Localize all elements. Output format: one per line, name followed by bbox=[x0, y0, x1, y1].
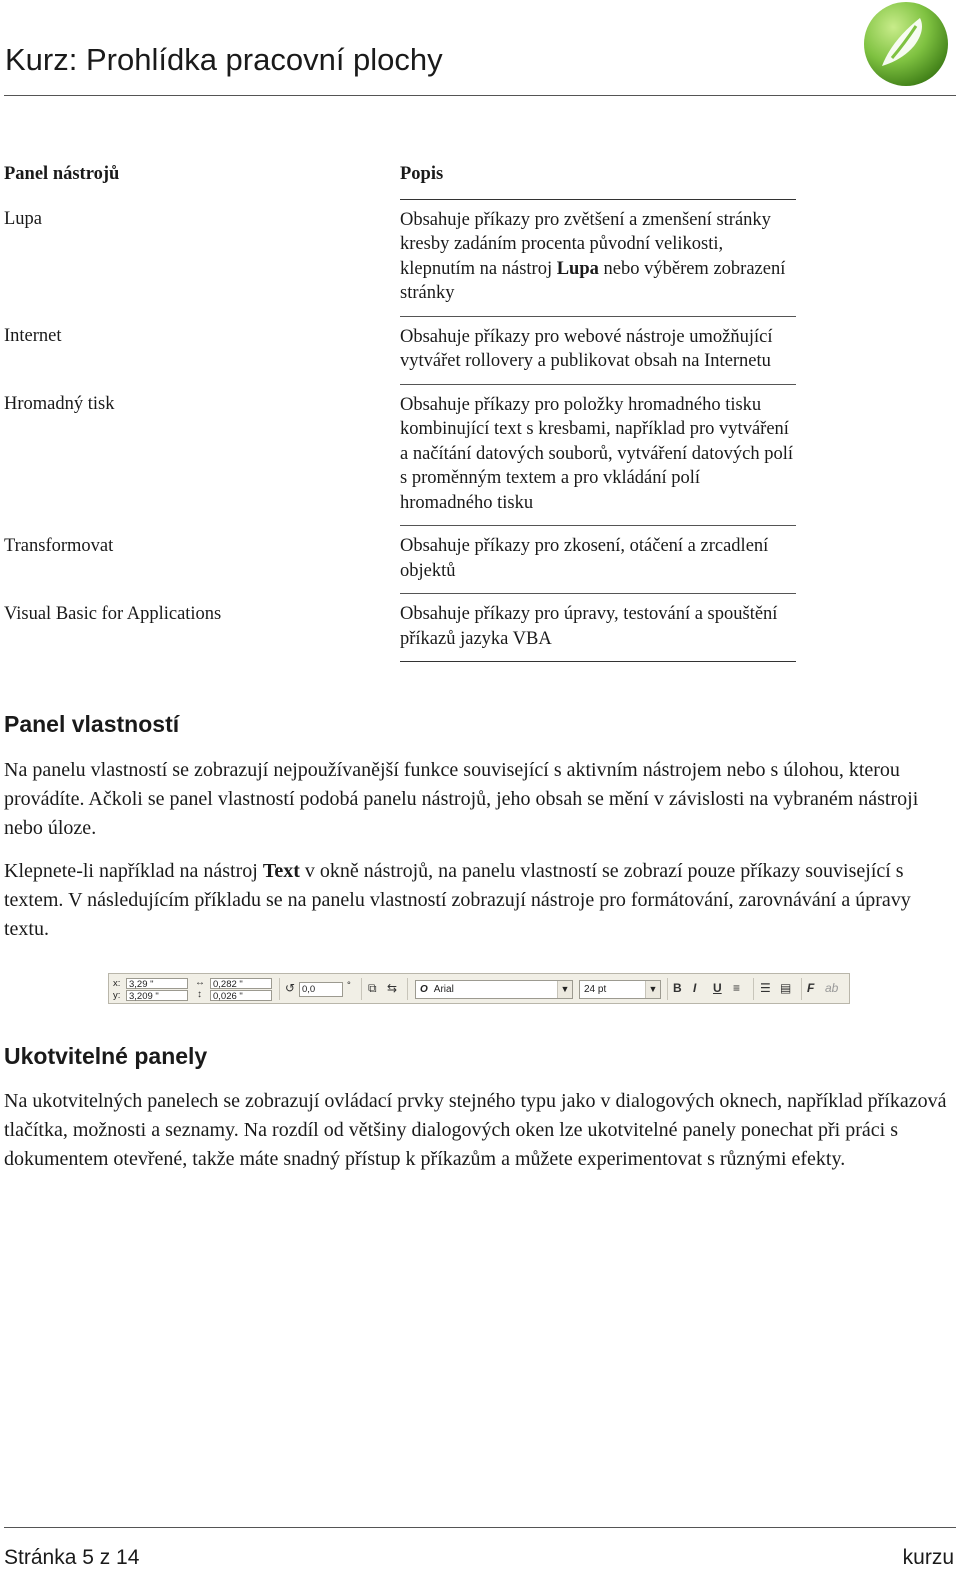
coreldraw-logo-icon bbox=[862, 0, 950, 88]
paragraph: Na ukotvitelných panelech se zobrazují ovládací prvky stejného typu jako v dialogových oknech, například příkazová tlačítka, možnosti a seznamy. Na rozdíl od většiny dialogových oken lze ukotvitelné panely ponechat při práci s dokumentem otevřené, takže máte snadný přístup k příkazům a můžete experimentovat s různými efekty. bbox=[4, 1090, 947, 1170]
mirror-horizontal-icon[interactable]: ⧉ bbox=[368, 981, 377, 995]
font-list-combo[interactable] bbox=[415, 980, 573, 999]
table-cell-desc: Obsahuje příkazy pro zvětšení a zmenšení stránky kresby zadáním procenta původní velikosti, klepnutím na nástroj Lupa nebo výběrem zobrazení stránky bbox=[400, 199, 796, 316]
page-title: Kurz: Prohlídka pracovní plochy bbox=[5, 42, 443, 77]
separator bbox=[361, 978, 362, 1000]
font-size-combo[interactable] bbox=[579, 980, 661, 999]
section-heading-ukotvitelne: Ukotvitelné panely bbox=[4, 1043, 208, 1069]
y-label: y: bbox=[113, 990, 121, 1001]
separator bbox=[753, 978, 754, 1000]
angle-field[interactable]: 0,0 bbox=[299, 982, 343, 997]
table-cell-name: Lupa bbox=[4, 209, 43, 229]
toolbar-table bbox=[4, 160, 796, 662]
mirror-vertical-icon[interactable]: ⇆ bbox=[387, 981, 398, 995]
font-name: Arial bbox=[433, 984, 454, 995]
degree-label: ° bbox=[347, 980, 351, 991]
height-icon: ↕ bbox=[197, 989, 202, 1000]
header-rule bbox=[4, 95, 956, 96]
separator bbox=[279, 978, 280, 1000]
width-field[interactable]: 0,282 " bbox=[210, 978, 272, 989]
table-header-popis: Popis bbox=[400, 160, 796, 199]
table-cell-desc: Obsahuje příkazy pro položky hromadného tisku kombinující text s kresbami, například pro vytváření a načítání datových souborů, vytváření datových polí s proměnným textem a pro vkládání polí hromadného tisku bbox=[400, 384, 796, 526]
character-formatting-icon[interactable]: F bbox=[807, 981, 815, 995]
separator bbox=[407, 978, 408, 1000]
property-bar-image bbox=[108, 973, 850, 1004]
separator bbox=[801, 978, 802, 1000]
table-row bbox=[4, 199, 796, 316]
table-cell-name: Hromadný tisk bbox=[4, 394, 115, 414]
separator bbox=[667, 978, 668, 1000]
bullet-list-icon[interactable]: ☰ bbox=[760, 981, 771, 995]
table-row bbox=[4, 594, 796, 662]
paragraph: Klepnete-li například na nástroj Text v okně nástrojů, na panelu vlastností se zobrazí pouze příkazy související s textem. V následujícím příkladu se na panelu vlastností zobrazují nástroje pro formátování, zarovnávání a úpravy textu. bbox=[4, 860, 911, 940]
footer-rule bbox=[4, 1527, 956, 1528]
font-size-value: 24 pt bbox=[584, 984, 607, 995]
table-cell-name: Internet bbox=[4, 326, 62, 346]
bold-button[interactable]: B bbox=[673, 981, 682, 995]
rotate-icon: ↺ bbox=[285, 981, 296, 995]
opentype-icon: O bbox=[420, 984, 428, 995]
drop-cap-icon[interactable]: ▤ bbox=[780, 981, 792, 995]
footer-label: kurzu bbox=[902, 1546, 954, 1569]
chevron-down-icon[interactable]: ▼ bbox=[645, 981, 660, 998]
table-cell-desc: Obsahuje příkazy pro zkosení, otáčení a zrcadlení objektů bbox=[400, 526, 796, 594]
page-number: Stránka 5 z 14 bbox=[4, 1546, 140, 1569]
height-field[interactable]: 0,026 " bbox=[210, 990, 272, 1001]
table-cell-name: Visual Basic for Applications bbox=[4, 603, 222, 624]
italic-button[interactable]: I bbox=[693, 981, 697, 995]
width-icon: ↔ bbox=[195, 977, 205, 988]
table-header-panel: Panel nástrojů bbox=[4, 164, 120, 184]
edit-text-icon[interactable]: ab bbox=[825, 981, 839, 995]
x-label: x: bbox=[113, 978, 121, 989]
table-cell-desc: Obsahuje příkazy pro úpravy, testování a spouštění příkazů jazyka VBA bbox=[400, 594, 796, 662]
table-row bbox=[4, 316, 796, 384]
chevron-down-icon[interactable]: ▼ bbox=[557, 981, 572, 998]
table-cell-name: Transformovat bbox=[4, 535, 114, 556]
table-row bbox=[4, 384, 796, 526]
section-heading-panel-vlastnosti: Panel vlastností bbox=[4, 711, 180, 737]
x-position-field[interactable]: 3,29 " bbox=[126, 978, 188, 989]
y-position-field[interactable]: 3,209 " bbox=[126, 990, 188, 1001]
paragraph: Na panelu vlastností se zobrazují nejpoužívanější funkce související s aktivním nástrojem nebo s úlohou, kterou provádíte. Ačkoli se panel vlastností podobá panelu nástrojů, jeho obsah se mění v závislosti na vybraném nástroji nebo úloze. bbox=[4, 759, 919, 839]
table-cell-desc: Obsahuje příkazy pro webové nástroje umožňující vytvářet rollovery a publikovat obsah na Internetu bbox=[400, 316, 796, 384]
table-row bbox=[4, 526, 796, 594]
underline-button[interactable]: U bbox=[713, 981, 722, 995]
horizontal-alignment-icon[interactable]: ≡ bbox=[733, 981, 741, 995]
